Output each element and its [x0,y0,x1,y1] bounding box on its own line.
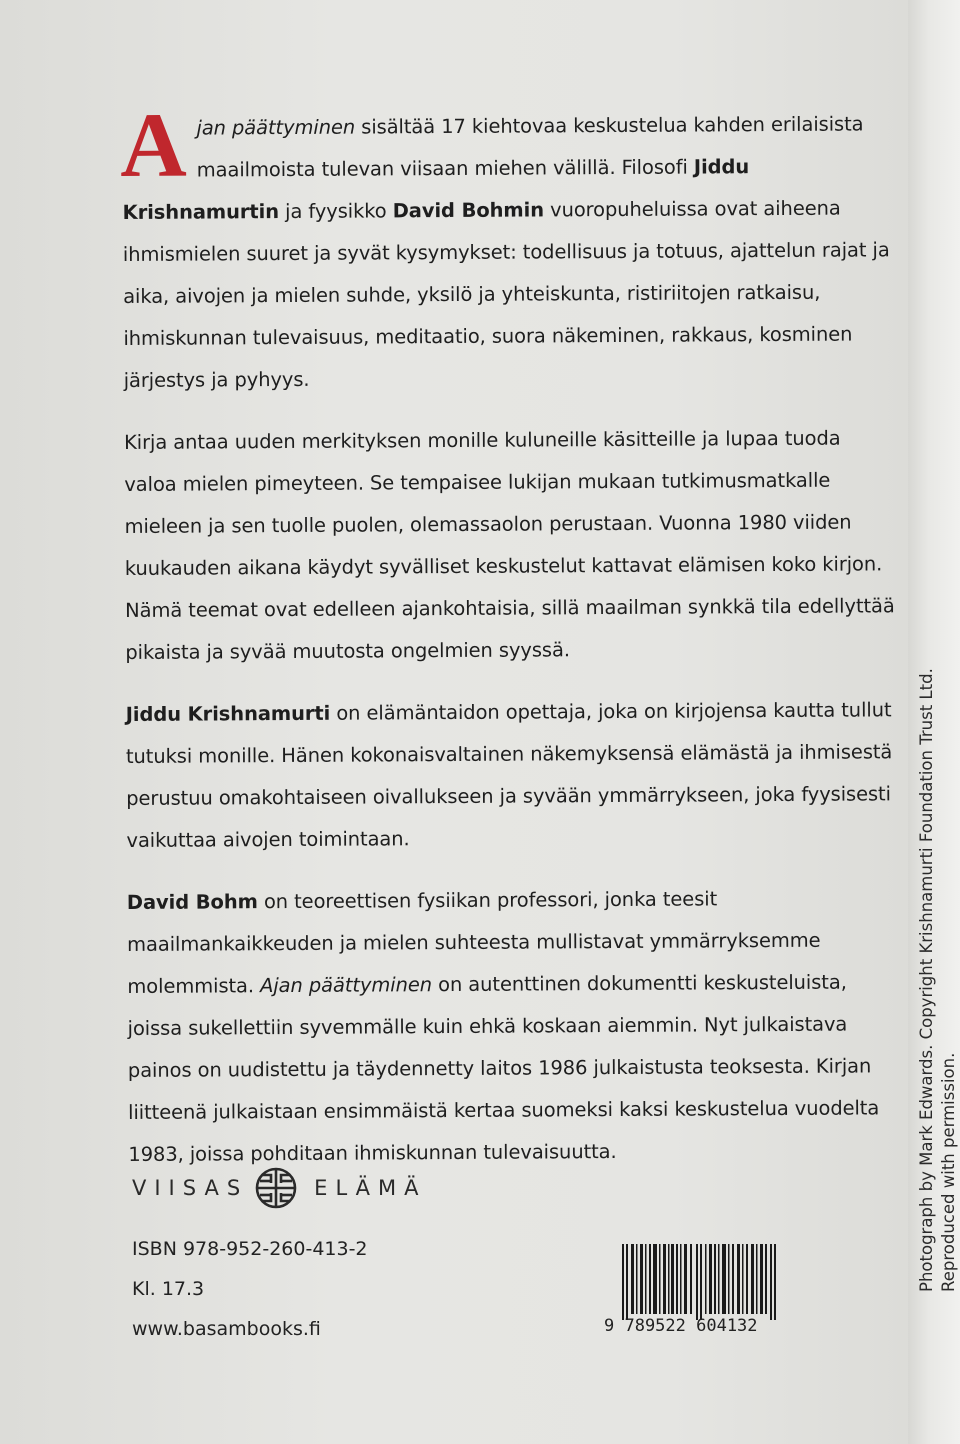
book-title-italic: jan päättyminen [196,115,356,140]
book-title-italic-2: Ajan päättyminen [259,973,433,998]
krishnamurti-bio-text: on elämäntaidon opettaja, joka on kirjojensa kautta tullut tutuksi monille. Hänen kokonaisvaltainen näkemyksensä elämästä ja ihmisestä perustuu omakohtaiseen oivallukseen ja syvään ymmärrykseen, joka fyysisesti vaikuttaa aivojen toimintaan. [125,698,893,852]
bohm-bio-text-1: on teoreettisen fysiikan professori, jonka teesit maailmankaikkeuden ja mielen suhteesta mullistavat ymmärryksemme molemmista. [127,887,821,998]
classification-text: Kl. 17.3 [132,1278,205,1300]
publisher-emblem-icon [254,1166,298,1210]
intro-text-2: ja fyysikko [278,199,393,224]
barcode [604,1242,800,1338]
author-name-krishnamurti: Jiddu Krishnamurtin [122,155,750,224]
barcode-digits: 9 789522 604132 [604,1316,758,1336]
photo-credit-line-2: Reproduced with permission. [939,1052,958,1292]
website-link[interactable]: www.basambooks.fi [132,1318,321,1340]
blurb-text [119,93,899,1196]
description-paragraph: Kirja antaa uuden merkityksen monille kuluneille käsitteille ja lupaa tuoda valoa mielen pimeyteen. Se tempaisee lukijan mukaan tutkimusmatkalle mieleen ja sen tuolle puolen, olemassaolon perustaan. Vuonna 1980 viiden kuukauden aikana käydyt syvälliset keskustelut kattavat elämisen koko kirjon. Nämä teemat ovat edelleen ajankohtaisia, sillä maailman synkkä tila edellyttää pikaista ja syvää muutosta ongelmien syyssä. [123,426,895,664]
drop-cap: A [119,93,187,197]
publisher-name-left: VIISAS [132,1176,249,1200]
bohm-bio-paragraph [127,877,899,1176]
publisher-logo [132,1166,426,1210]
krishnamurti-bio-paragraph [126,689,897,862]
intro-text-1: sisältää 17 kiehtovaa keskustelua kahden erilaisista maailmoista tulevan viisaan miehen välillä. Filosofi [196,112,864,182]
isbn-text: ISBN 978-952-260-413-2 [132,1238,368,1260]
photo-credit [916,668,960,1292]
publisher-name-right: ELÄMÄ [314,1176,427,1200]
intro-text-3: vuoropuheluissa ovat aiheena ihmismielen suuret ja syvät kysymykset: todellisuus ja totuus, ajattelun rajat ja aika, aivojen ja mielen suhde, yksilö ja yhteiskunta, ristiriitojen ratkaisu, ihmiskunnan tulevaisuus, meditaatio, suora näkeminen, rakkaus, kosminen järjestys ja pyhyys. [122,196,890,392]
bohm-name: David Bohm [126,890,258,914]
krishnamurti-name: Jiddu Krishnamurti [125,701,331,726]
bohm-bio-text-2: on autenttinen dokumentti keskusteluista, joissa sukellettiin syvemmälle kuin ehkä koskaan aiemmin. Nyt julkaistava painos on uudistettu ja täydennetty laitos 1986 julkaistusta teoksesta. Kirjan liitteenä julkaistaan ensimmäistä kertaa suomeksi kaksi keskustelua vuodelta 1983, joissa pohditaan ihmiskunnan tulevaisuutta. [127,970,880,1166]
author-name-bohm: David Bohmin [392,198,545,223]
photo-credit-line-1: Photograph by Mark Edwards. Copyright Krishnamurti Foundation Trust Ltd. [917,668,936,1292]
barcode-bars-icon [604,1242,800,1320]
intro-paragraph [119,93,894,402]
